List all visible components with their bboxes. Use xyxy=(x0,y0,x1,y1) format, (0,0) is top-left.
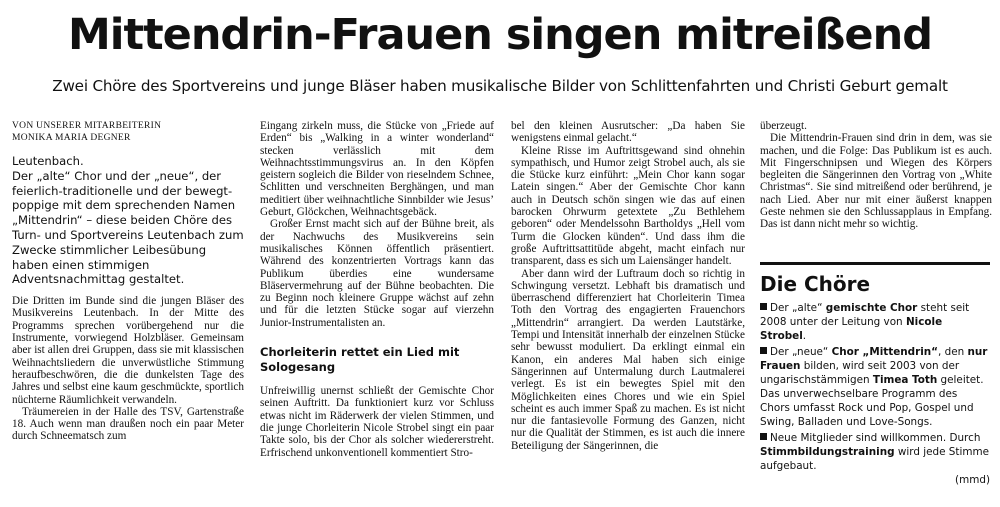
article-paragraph: Träumereien in der Halle des TSV, Gartenstraße 18. Auch wenn man draußen noch ein paar Meter durch Schneematsch zum xyxy=(12,405,244,443)
dateline: Leutenbach. xyxy=(12,154,84,168)
info-text-bold: Nicole Strobel xyxy=(760,316,943,342)
info-item xyxy=(760,345,990,429)
bullet-icon xyxy=(760,433,767,440)
article-paragraph: Die Mittendrin-Frauen sind drin in dem, was sie machen, und die Folge: Das Publikum ist es auch. Mit Fingerschnipsen und Wiegen des Körpers begleiten die Sängerinnen den Vortrag von „White Christmas“. Sie sind mitreißend oder berührend, je nach Lied. Aber nur mit einer äußerst knappen Geste nehmen sie den Schlussapplaus in Empfang. Das ist dann nicht mehr so wichtig. xyxy=(760,132,992,231)
article-paragraph: Großer Ernst macht sich auf der Bühne breit, als der Nachwuchs des Musikvereins sein musikalisches Können öffentlich präsentiert. Während des konzentrierten Vortrags kann das Publikum überdies eine wundersame Bläservermehrung auf der Bühne beobachten. Die zu Beginn noch kleinere Gruppe wächst auf zehn und für die letzten Stücke sogar auf vierzehn Junior-Instrumentalisten an. xyxy=(260,218,494,329)
column-4 xyxy=(760,120,992,250)
article-paragraph: bel den kleinen Ausrutscher: „Da haben Sie wenigstens einmal gelacht.“ xyxy=(511,120,745,145)
headline: Mittendrin-Frauen singen mitreißend xyxy=(68,10,932,60)
info-text: , den xyxy=(938,346,968,358)
info-text: bilden, wird seit 2003 von der ungarischstämmigen xyxy=(760,360,960,386)
info-text-bold: Timea Toth xyxy=(872,374,938,386)
byline-author-label: VON UNSERER MITARBEITERIN xyxy=(12,121,162,131)
info-item xyxy=(760,301,990,343)
info-text: geleitet. Das unverwechselbare Programm des Chors umfasst Rock und Pop, Gospel und Swing, Balladen und Love-Songs. xyxy=(760,374,984,428)
info-text-bold: nur Frauen xyxy=(760,346,988,372)
info-text-bold: Chor „Mittendrin“ xyxy=(831,346,938,358)
lead-paragraph: Der „alte“ Chor und der „neue“, der feierlich-traditionelle und der bewegt-poppige mit dem sprechenden Namen „Mittendrin“ – diese beiden Chöre des Turn- und Sportvereins Leutenbach zum Zwecke stimmlicher Leibesübung haben einen stimmigen Adventsnachmittag gestaltet. xyxy=(12,168,244,287)
info-text: Der „alte“ xyxy=(770,302,826,314)
article-paragraph: überzeugt. xyxy=(760,120,807,132)
info-text-bold: Stimmbildungstraining xyxy=(760,446,895,458)
article-paragraph: Unfreiwillig unernst schließt der Gemischte Chor seinen Auftritt. Da funktioniert kurz vor Schluss etwas nicht im Räderwerk der vielen Stimmen, und die junge Chorleiterin Nicole Strobel singt ein paar Takte solo, bis der Chor als solcher wiedererstreht. Erfrischend unkonventionell kommentiert Stro- xyxy=(260,385,494,459)
column-1 xyxy=(12,120,244,507)
info-text: . xyxy=(802,330,807,342)
info-text: Neue Mitglieder sind willkommen. Durch xyxy=(770,432,981,444)
article-paragraph: Kleine Risse im Auftrittsgewand sind ohnehin sympathisch, und Humor zeigt Strobel auch, als sie die Stücke kurz einführt: „Mein Chor kann sogar Latein singen.“ Aber der Gemischte Chor kann auch in Deutsch schön singen wie das auf einen barocken Ohrwurm getextete „Zu Bethlehem geboren“ oder Mendelssohn Bartholdys „Hell vom Turm die Glocken künden“. Und dass ihm die große Auftrittsattitüde abgeht, macht einfach nur transparent, dass es sich um Laiensänger handelt. xyxy=(511,144,745,268)
info-text-bold: gemischte Chor xyxy=(825,302,918,314)
info-text: Der „neue“ xyxy=(770,346,832,358)
info-text: wird jede Stimme aufgebaut. xyxy=(760,446,989,472)
article-paragraph: Die Dritten im Bunde sind die jungen Bläser des Musikvereins Leutenbach. In der Mitte des Programms sprechen vorübergehend nur die Instrumente, vorwiegend Holzbläser. Gemeinsam aber ist allen drei Gruppen, dass sie mit klassischen Weihnachtsliedern die unverwüstliche Stimmung heraufbeschwören, die die dunkelsten Tage des Jahres und selbst eine kaum geschmückte, sportlich nüchterne Räumlichkeit verwandeln. xyxy=(12,295,244,406)
info-box-title: Die Chöre xyxy=(760,272,871,296)
article-paragraph: Aber dann wird der Luftraum doch so richtig in Schwingung versetzt. Lebhaft bis dramatisch und überraschend differenziert hat Chorleiterin Timea Toth den Vortrag des engagierten Frauenchors „Mittendrin“ arrangiert. Da werden Lautstärke, Tempi und Intensität innerhalb der einzelnen Stücke sehr bewusst moduliert. Da erklingt einmal ein Kanon, ein anderes Mal haben sich einige Sängerinnen auf Untermalung durch Lautmalerei verlegt. Es ist ein bewegtes Spiel mit den Möglichkeiten eines Chores und wie ein Spiel scheint es auch immer Spaß zu machen. Es ist nicht nur die fantasievolle Formung des Ganzen, nicht nur die Qualität der Stimmen, es ist auch die innere Beteiligung der Sängerinnen, die xyxy=(511,267,745,452)
column-3 xyxy=(511,120,745,507)
byline-author-name: MONIKA MARIA DEGNER xyxy=(12,133,131,143)
bullet-icon xyxy=(760,347,767,354)
info-text: steht seit 2008 unter der Leitung von xyxy=(760,302,970,328)
column-2 xyxy=(260,120,494,507)
info-box xyxy=(760,262,990,489)
info-item xyxy=(760,431,990,487)
subheadline: Zwei Chöre des Sportvereins und junge Bläser haben musikalische Bilder von Schlittenfahrten und Christi Geburt gemalt xyxy=(52,77,948,95)
author-initials: (mmd) xyxy=(955,474,990,486)
article-subheading: Chorleiterin rettet ein Lied mit Sologesang xyxy=(260,345,460,375)
bullet-icon xyxy=(760,303,767,310)
article-paragraph: Eingang zirkeln muss, die Stücke von „Friede auf Erden“ bis „Walking in a winter wonderland“ stecken verlässlich mit dem Weihnachtsstimmungsvirus an. In den Köpfen geistern sogleich die Bilder von rieselndem Schnee, Schlitten und verschneiten Berghängen, und man meditiert über weihnachtliche Sinnbilder wie Jesus’ Geburt, Glöckchen, Weihnachtsgebäck. xyxy=(260,120,494,219)
